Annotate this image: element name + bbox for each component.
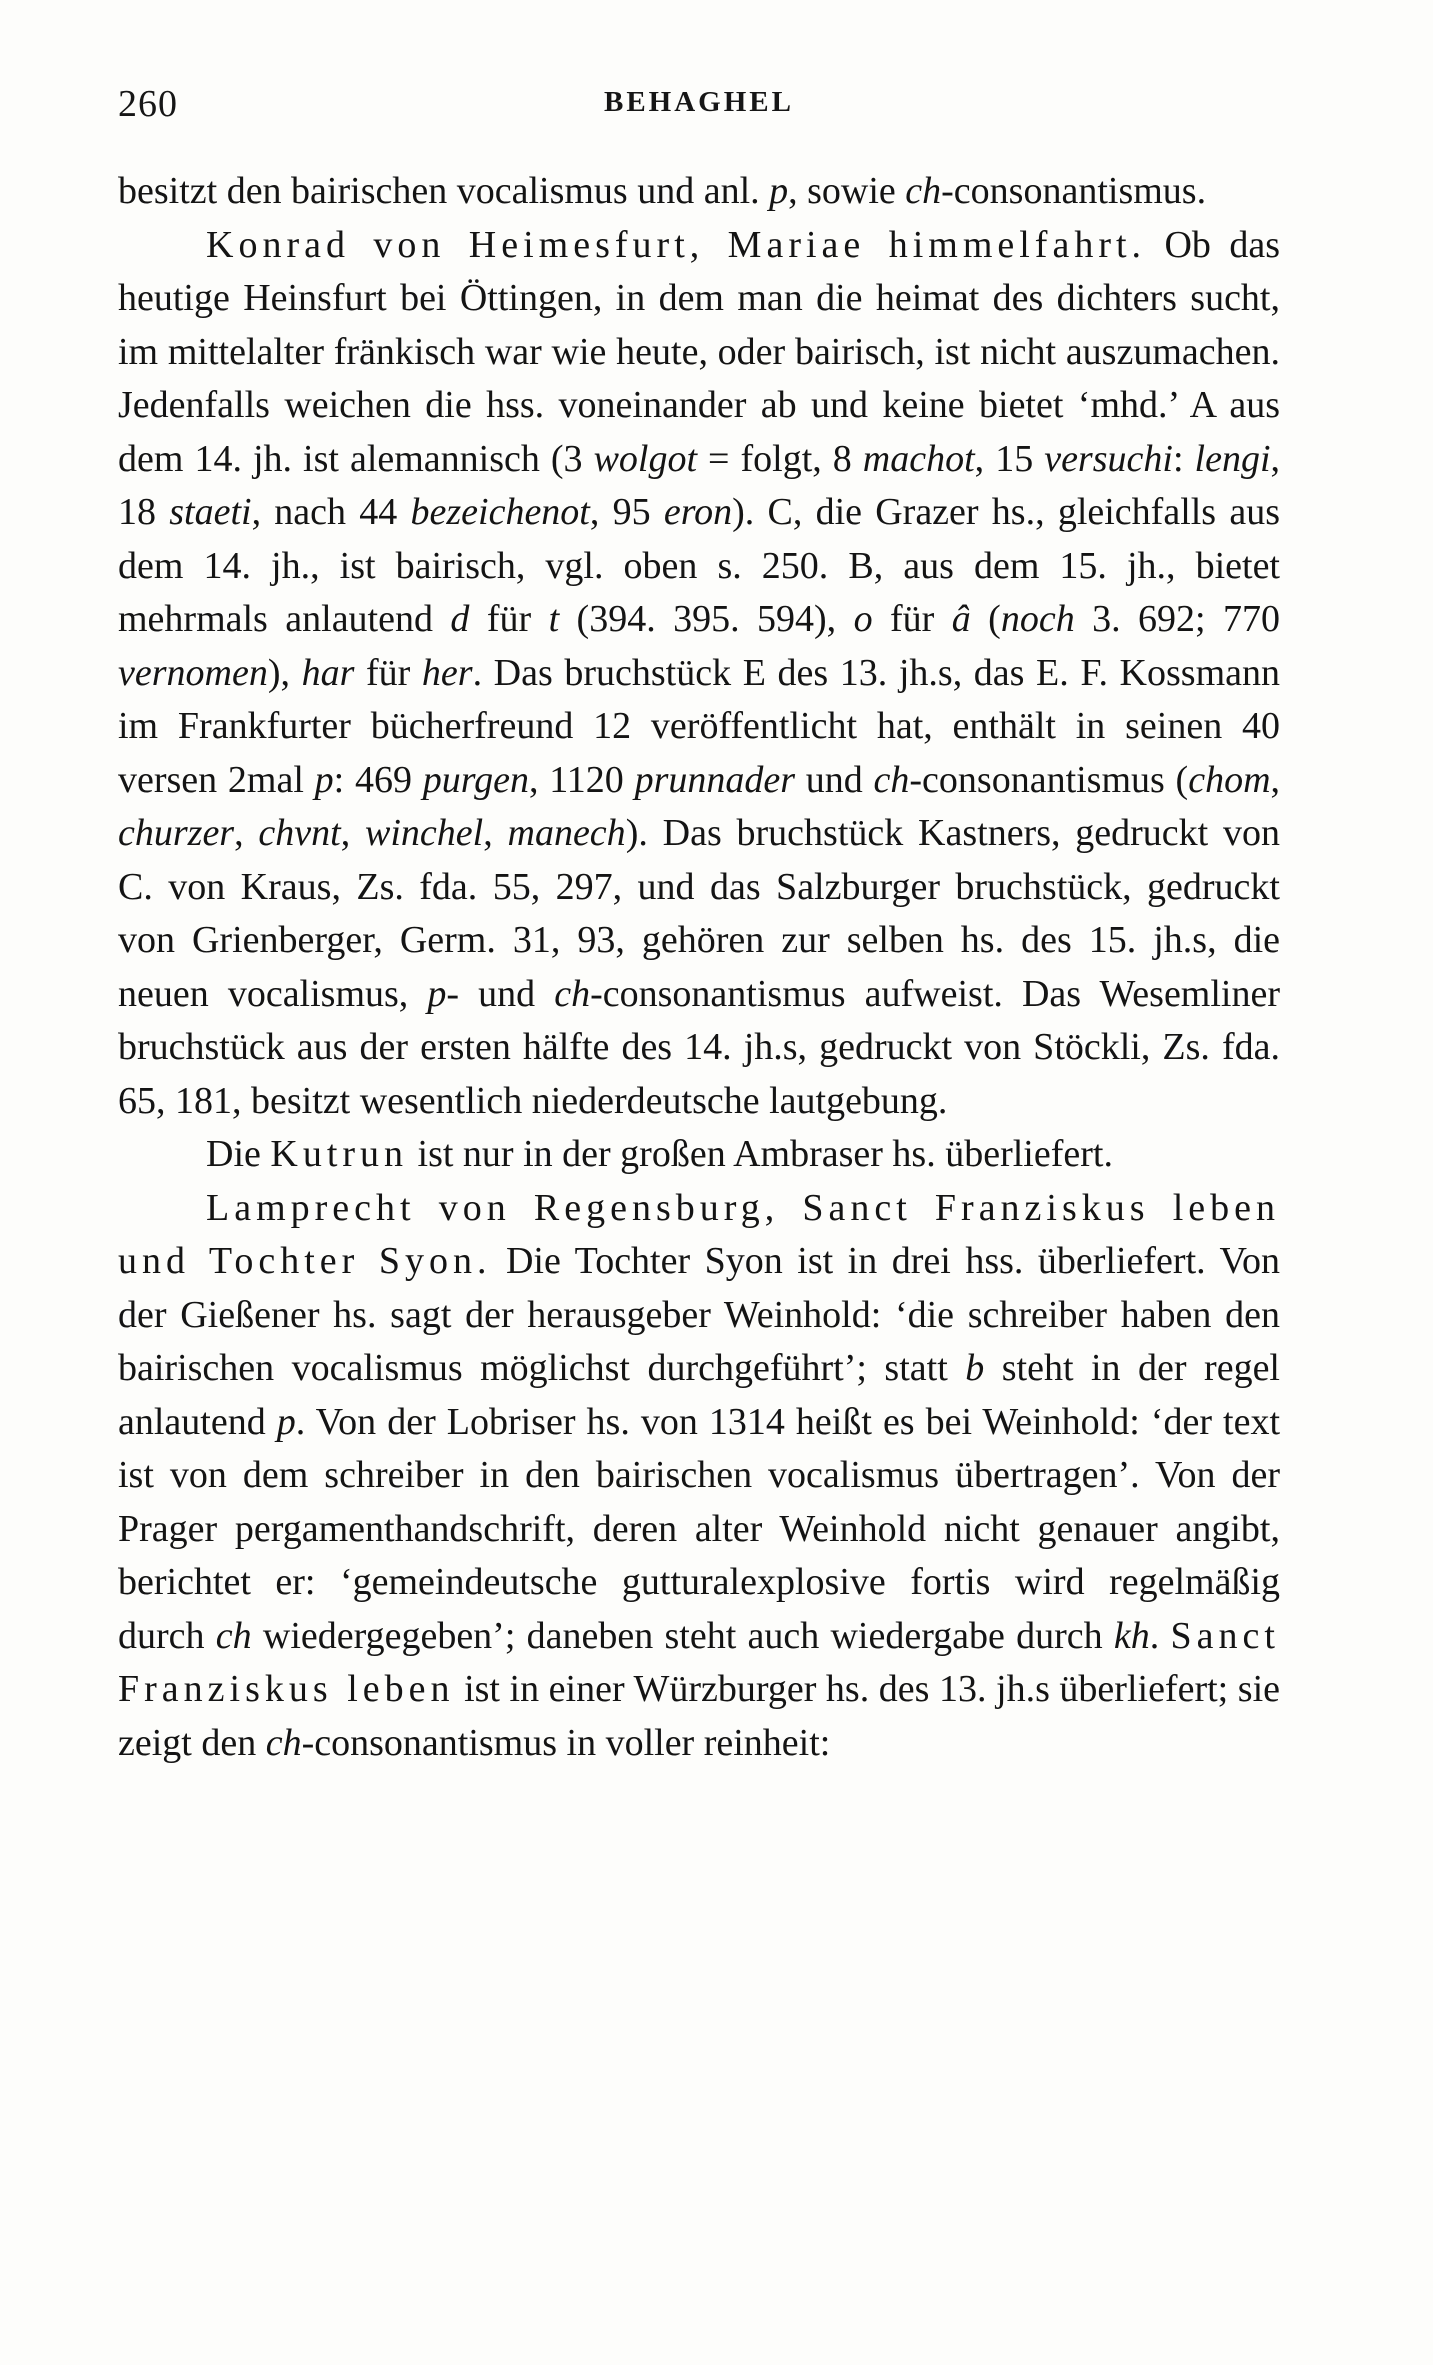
paragraph-lamprecht-von-regensburg: Lamprecht von Regensburg, Sanct Franziskus leben und Tochter Syon. Die Tochter Syon ist in drei hss. überliefert. Von der Gießener hs. sagt der herausgeber Weinhold: ‘die schreiber haben den bairischen vocalismus möglichst durchgeführt’; statt b steht in der regel anlautend p. Von der Lobriser hs. von 1314 heißt es bei Weinhold: ‘der text ist von dem schreiber in den bairischen vocalismus übertragen’. Von der Prager pergamenthandschrift, deren alter Weinhold nicht genauer angibt, berichtet er: ‘gemeindeutsche gutturalexplosive fortis wird regelmäßig durch ch wiedergegeben’; daneben steht auch wiedergabe durch kh. Sanct Franziskus leben ist in einer Würzburger hs. des 13. jh.s überliefert; sie zeigt den ch-consonantismus in voller reinheit: — [118, 1186, 1281, 1764]
running-title: BEHAGHEL — [604, 86, 794, 118]
paragraph-kutrun: Die Kutrun ist nur in der großen Ambraser hs. überliefert. — [206, 1133, 1113, 1175]
text-block — [118, 165, 1280, 1770]
spaced-heading: Sanct Franziskus leben — [118, 1614, 1280, 1710]
paragraph-konrad-von-heimesfurt: Konrad von Heimesfurt, Mariae himmelfahrt. Ob das heutige Heinsfurt bei Öttingen, in dem man die heimat des dichters sucht, im mittelalter fränkisch war wie heute, oder bairisch, ist nicht auszumachen. Jedenfalls weichen die hss. voneinander ab und keine bietet ‘mhd.’ A aus dem 14. jh. ist alemannisch (3 wolgot = folgt, 8 machot, 15 versuchi: lengi, 18 staeti, nach 44 bezeichenot, 95 eron). C, die Grazer hs., gleichfalls aus dem 14. jh., ist bairisch, vgl. oben s. 250. B, aus dem 15. jh., bietet mehrmals anlautend d für t (394. 395. 594), o für â (noch 3. 692; 770 vernomen), har für her. Das bruchstück E des 13. jh.s, das E. F. Kossmann im Frankfurter bücherfreund 12 veröffentlicht hat, enthält in seinen 40 versen 2mal p: 469 purgen, 1120 prunnader und ch-consonantismus (chom, churzer, chvnt, winchel, manech). Das bruchstück Kastners, gedruckt von C. von Kraus, Zs. fda. 55, 297, und das Salzburger bruchstück, gedruckt von Grienberger, Germ. 31, 93, gehören zur selben hs. des 15. jh.s, die neuen vocalismus, p- und ch-consonantismus aufweist. Das Wesemliner bruchstück aus der ersten hälfte des 14. jh.s, gedruckt von Stöckli, Zs. fda. 65, 181, besitzt wesentlich niederdeutsche lautgebung. — [118, 223, 1281, 1122]
page-number: 260 — [118, 83, 178, 125]
paragraph-1: besitzt den bairischen vocalismus und anl. p, sowie ch-consonantismus. — [118, 170, 1207, 212]
spaced-heading: Konrad von Heimesfurt, Mariae himmelfahrt. — [206, 223, 1147, 266]
spaced-heading: Kutrun — [270, 1133, 409, 1175]
spaced-heading: Lamprecht von Regensburg, Sanct Franziskus leben und Tochter Syon. — [118, 1186, 1280, 1282]
running-head — [118, 82, 1280, 132]
